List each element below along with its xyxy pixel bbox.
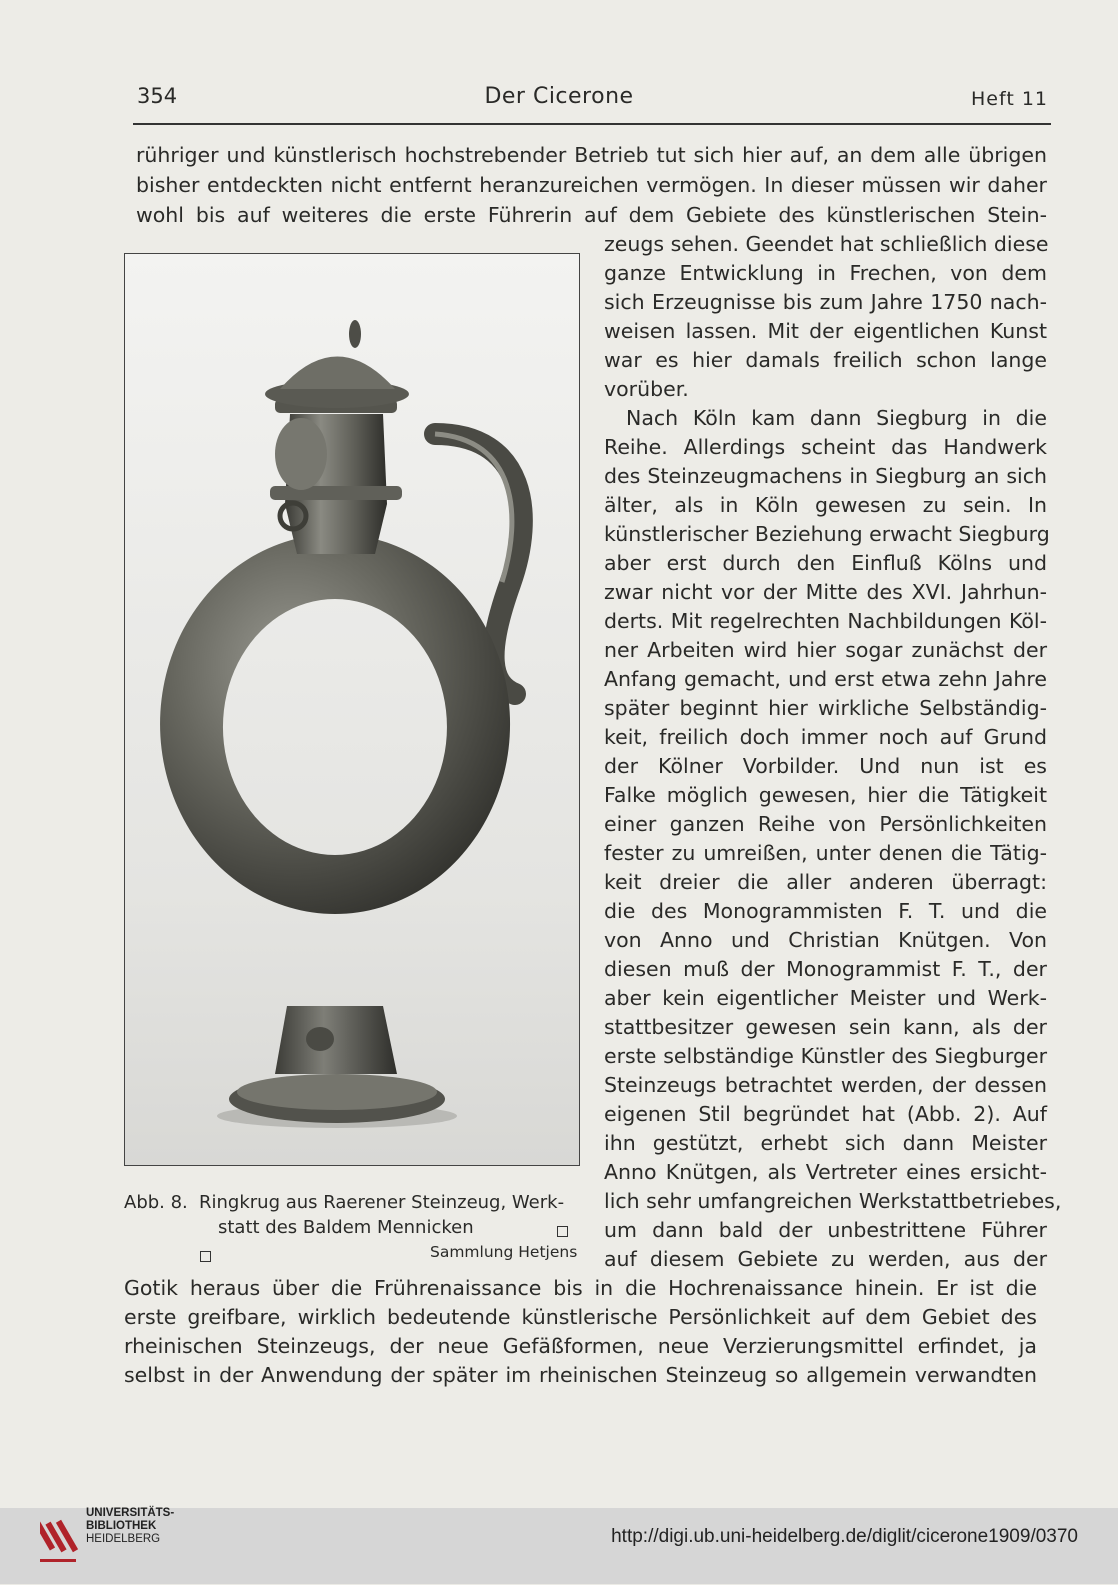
text-line: von Anno und Christian Knütgen. Von — [604, 928, 1047, 952]
text-line: lich sehr umfangreichen Werkstattbetriebes, — [604, 1189, 1062, 1213]
text-line: später beginnt hier wirkliche Selbständig- — [604, 696, 1047, 720]
text-line: war es hier damals freilich schon lange — [604, 348, 1047, 372]
figure-label: Abb. 8. — [124, 1192, 188, 1213]
permalink[interactable]: http://digi.ub.uni-heidelberg.de/diglit/cicerone1909/0370 — [611, 1526, 1078, 1547]
library-name: UNIVERSITÄTS- BIBLIOTHEK HEIDELBERG — [86, 1507, 175, 1545]
text-line: Steinzeugs betrachtet werden, der dessen — [604, 1073, 1047, 1097]
text-line: wohl bis auf weiteres die erste Führerin auf dem Gebiete des künstlerischen Stein- — [136, 203, 1047, 227]
library-logo-icon — [40, 1497, 80, 1585]
text-line: des Steinzeugmachens in Siegburg an sich — [604, 464, 1047, 488]
text-line: vorüber. — [604, 377, 689, 401]
text-line: Gotik heraus über die Frührenaissance bis in die Hochrenaissance hinein. Er ist die — [124, 1276, 1037, 1300]
text-line: erste greifbare, wirklich bedeutende künstlerische Persönlichkeit auf dem Gebiet des — [124, 1305, 1037, 1329]
text-line: zeugs sehen. Geendet hat schließlich diese — [604, 232, 1049, 256]
text-line: zwar nicht vor der Mitte des XVI. Jahrhun- — [604, 580, 1047, 604]
ring-jug-photo — [124, 253, 580, 1166]
text-line: um dann bald der unbestrittene Führer — [604, 1218, 1047, 1242]
text-line: derts. Mit regelrechten Nachbildungen Köl- — [604, 609, 1047, 633]
issue-number: Heft 11 — [971, 88, 1048, 110]
text-line: Anno Knütgen, als Vertreter eines ersicht- — [604, 1160, 1047, 1184]
text-line: Nach Köln kam dann Siegburg in die — [626, 406, 1047, 430]
text-line: keit dreier die aller anderen überragt: — [604, 870, 1047, 894]
journal-title: Der Cicerone — [484, 84, 634, 109]
text-line: Falke möglich gewesen, hier die Tätigkeit — [604, 783, 1047, 807]
text-line: rühriger und künstlerisch hochstrebender Betrieb tut sich hier auf, an dem alle übrigen — [136, 143, 1047, 167]
text-line: weisen lassen. Mit der eigentlichen Kunst — [604, 319, 1047, 343]
text-line: bisher entdeckten nicht entfernt heranzureichen vermögen. In dieser müssen wir daher — [136, 173, 1047, 197]
text-line: sich Erzeugnisse bis zum Jahre 1750 nach- — [604, 290, 1047, 314]
text-line: aber kein eigentlicher Meister und Werk- — [604, 986, 1047, 1010]
text-line: eigenen Stil begründet hat (Abb. 2). Auf — [604, 1102, 1047, 1126]
text-line: Reihe. Allerdings scheint das Handwerk — [604, 435, 1047, 459]
text-line: selbst in der Anwendung der später im rheinischen Steinzeug so allgemein verwandten — [124, 1363, 1037, 1387]
text-line: erste selbständige Künstler des Siegburger — [604, 1044, 1047, 1068]
text-line: stattbesitzer gewesen sein kann, als der — [604, 1015, 1047, 1039]
text-line: Anfang gemacht, und erst etwa zehn Jahre — [604, 667, 1047, 691]
text-line: keit, freilich doch immer noch auf Grund — [604, 725, 1047, 749]
caption-square-icon — [200, 1246, 211, 1267]
figure-credit: Sammlung Hetjens — [430, 1243, 578, 1261]
text-line: aber erst durch den Einfluß Kölns und — [604, 551, 1047, 575]
caption-square-icon — [557, 1221, 568, 1242]
page-number: 354 — [137, 84, 178, 108]
text-line: ner Arbeiten wird hier sogar zunächst der — [604, 638, 1047, 662]
figure-caption-line-2: statt des Baldem Mennicken — [218, 1217, 474, 1238]
text-line: einer ganzen Reihe von Persönlichkeiten — [604, 812, 1047, 836]
text-line: rheinischen Steinzeugs, der neue Gefäßformen, neue Verzierungsmittel erfindet, ja — [124, 1334, 1037, 1358]
header-rule — [133, 123, 1051, 125]
text-line: der Kölner Vorbilder. Und nun ist es — [604, 754, 1047, 778]
text-line: die des Monogrammisten F. T. und die — [604, 899, 1047, 923]
text-line: fester zu umreißen, unter denen die Tätig- — [604, 841, 1047, 865]
text-line: auf diesem Gebiete zu werden, aus der — [604, 1247, 1047, 1271]
text-line: künstlerischer Beziehung erwacht Siegburg — [604, 522, 1050, 546]
text-line: älter, als in Köln gewesen zu sein. In — [604, 493, 1047, 517]
text-line: ganze Entwicklung in Frechen, von dem — [604, 261, 1047, 285]
figure-caption-line-1: Ringkrug aus Raerener Steinzeug, Werk- — [199, 1192, 565, 1213]
text-line: ihn gestützt, erhebt sich dann Meister — [604, 1131, 1047, 1155]
text-line: diesen muß der Monogrammist F. T., der — [604, 957, 1047, 981]
